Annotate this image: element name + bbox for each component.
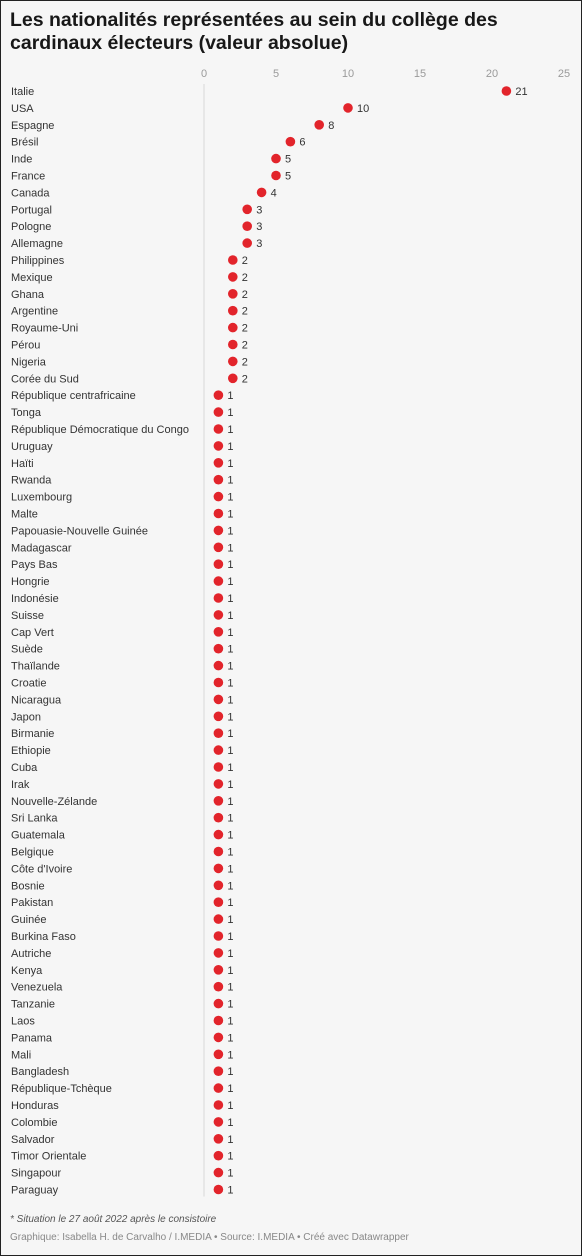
data-dot: [214, 1134, 224, 1144]
data-dot: [214, 712, 224, 722]
category-label: Allemagne: [11, 238, 63, 251]
x-tick-label: 5: [272, 68, 280, 80]
value-label: 2: [241, 288, 248, 301]
data-dot: [214, 509, 224, 519]
data-dot: [228, 340, 238, 350]
x-tick-label: 10: [341, 68, 355, 80]
category-label: Malte: [11, 508, 38, 521]
data-dot: [214, 559, 224, 569]
value-label: 1: [227, 491, 234, 504]
category-label: Birmanie: [11, 728, 55, 741]
value-label: 1: [227, 525, 234, 538]
data-dot: [214, 695, 224, 705]
value-label: 1: [227, 643, 234, 656]
value-label: 2: [241, 373, 248, 386]
data-dot: [502, 86, 512, 96]
value-label: 10: [357, 102, 370, 115]
category-label: Laos: [11, 1015, 35, 1028]
value-label: 1: [227, 1116, 234, 1129]
value-label: 1: [227, 694, 234, 707]
data-dot: [214, 1016, 224, 1026]
category-label: Singapour: [11, 1167, 62, 1180]
category-label: Espagne: [11, 119, 55, 132]
category-label: Inde: [11, 153, 33, 166]
value-label: 21: [515, 86, 528, 98]
data-dot: [214, 830, 224, 840]
chart-title: Les nationalités représentées au sein du collège des cardinaux électeurs (valeur absolue): [10, 9, 498, 54]
category-label: Kenya: [11, 964, 43, 977]
category-label: Guinée: [11, 914, 47, 927]
value-label: 1: [227, 576, 234, 589]
data-dot: [228, 306, 238, 316]
value-label: 1: [227, 593, 234, 605]
category-label: Nigeria: [11, 356, 46, 369]
data-dot: [214, 813, 224, 823]
category-label: Honduras: [11, 1100, 59, 1112]
data-dot: [214, 424, 224, 434]
value-label: 1: [227, 1167, 234, 1180]
category-label: Panama: [11, 1032, 52, 1045]
category-label: Belgique: [11, 846, 54, 859]
data-dot: [228, 272, 238, 282]
data-dot: [214, 458, 224, 468]
category-label: Japon: [11, 711, 41, 724]
category-label: Côte d'Ivoire: [11, 863, 73, 876]
category-label: Madagascar: [11, 542, 72, 555]
value-label: 6: [299, 136, 306, 149]
value-label: 1: [227, 1133, 234, 1146]
data-dot: [214, 593, 224, 603]
data-dot: [214, 543, 224, 553]
value-label: 5: [285, 170, 292, 183]
data-dot: [343, 103, 353, 113]
category-label: Pakistan: [11, 897, 54, 910]
value-label: 1: [227, 728, 234, 741]
value-label: 1: [227, 914, 234, 927]
credit-sep-1: •: [211, 1232, 221, 1243]
value-label: 1: [227, 998, 234, 1011]
data-dot: [214, 407, 224, 417]
data-dot: [214, 576, 224, 586]
value-label: 1: [227, 474, 234, 487]
data-dot: [214, 526, 224, 536]
value-label: 1: [227, 457, 234, 470]
data-dot: [214, 1151, 224, 1161]
data-dot: [214, 475, 224, 485]
data-dot: [214, 1066, 224, 1076]
value-label: 1: [227, 897, 234, 910]
category-label: Salvador: [11, 1133, 55, 1146]
value-label: 1: [227, 947, 234, 960]
category-label: République Démocratique du Congo: [11, 424, 189, 436]
value-label: 2: [241, 339, 248, 352]
data-dot: [242, 205, 252, 215]
category-label: Ethiopie: [11, 745, 51, 758]
value-label: 1: [227, 626, 234, 639]
data-dot: [214, 999, 224, 1009]
category-label: Croatie: [11, 677, 47, 690]
value-label: 1: [227, 660, 234, 673]
data-dot: [214, 796, 224, 806]
category-label: USA: [11, 102, 34, 115]
category-label: Ghana: [11, 288, 45, 301]
value-label: 1: [227, 677, 234, 690]
data-dot: [242, 238, 252, 248]
category-label: Haïti: [11, 457, 34, 470]
category-label: Pays Bas: [11, 559, 58, 572]
data-dot: [242, 221, 252, 231]
data-dot: [228, 255, 238, 265]
category-label: Nicaragua: [11, 694, 62, 707]
category-label: Brésil: [11, 136, 39, 149]
value-label: 1: [227, 880, 234, 893]
data-dot: [214, 864, 224, 874]
category-label: Luxembourg: [11, 491, 73, 504]
category-label: Italie: [11, 86, 35, 98]
data-dot: [214, 982, 224, 992]
credit-sep-2: •: [294, 1232, 304, 1243]
data-dot: [214, 1185, 224, 1195]
value-label: 1: [227, 846, 234, 859]
value-label: 1: [227, 390, 234, 403]
category-label: Mexique: [11, 271, 53, 284]
category-label: Irak: [11, 778, 30, 791]
x-tick-label: 0: [200, 68, 208, 80]
category-label: France: [11, 170, 46, 183]
value-label: 1: [227, 795, 234, 808]
data-dot: [286, 137, 296, 147]
data-dot: [214, 897, 224, 907]
value-label: 3: [256, 238, 263, 251]
category-label: Mali: [11, 1049, 32, 1062]
value-label: 1: [227, 440, 234, 453]
value-label: 1: [227, 1184, 234, 1197]
data-dot: [214, 627, 224, 637]
value-label: 1: [227, 812, 234, 825]
value-label: 1: [227, 964, 234, 977]
value-label: 3: [256, 221, 263, 234]
value-label: 1: [227, 542, 234, 555]
data-dot: [257, 188, 267, 198]
data-dot: [214, 1050, 224, 1060]
value-label: 1: [227, 1150, 234, 1163]
value-label: 1: [227, 1015, 234, 1028]
data-dot: [214, 881, 224, 891]
data-dot: [271, 171, 281, 181]
data-dot: [271, 154, 281, 164]
category-label: Pologne: [11, 221, 52, 234]
value-label: 1: [227, 829, 234, 842]
x-tick-label: 15: [413, 68, 427, 80]
credit-source: Source: I.MEDIA: [220, 1232, 295, 1243]
category-label: Timor Orientale: [11, 1150, 87, 1163]
data-dot: [228, 289, 238, 299]
credit-author: Graphique: Isabella H. de Carvalho / I.MEDIA: [10, 1232, 212, 1243]
data-dot: [214, 1117, 224, 1127]
value-label: 2: [241, 255, 248, 267]
category-label: Cap Vert: [11, 626, 54, 639]
data-dot: [214, 610, 224, 620]
data-dot: [214, 1168, 224, 1178]
category-label: Rwanda: [11, 474, 52, 487]
value-label: 1: [227, 1083, 234, 1096]
data-dot: [214, 661, 224, 671]
data-dot: [214, 931, 224, 941]
value-label: 1: [227, 1049, 234, 1062]
value-label: 1: [227, 745, 234, 758]
data-dot: [214, 1033, 224, 1043]
data-dot: [214, 847, 224, 857]
data-dot: [214, 948, 224, 958]
data-dot: [214, 1083, 224, 1093]
value-label: 1: [227, 762, 234, 774]
value-label: 1: [227, 1066, 234, 1079]
data-dot: [228, 374, 238, 384]
value-label: 1: [227, 863, 234, 876]
data-dot: [214, 762, 224, 772]
value-label: 1: [227, 1100, 234, 1112]
chart-credits: [10, 1232, 409, 1243]
data-dot: [214, 390, 224, 400]
category-label: Bangladesh: [11, 1066, 70, 1079]
data-dot: [214, 492, 224, 502]
value-label: 2: [241, 271, 248, 284]
category-label: Indonésie: [11, 593, 59, 605]
category-label: Bosnie: [11, 880, 45, 893]
data-dot: [214, 965, 224, 975]
data-dot: [214, 441, 224, 451]
category-label: Venezuela: [11, 981, 63, 994]
category-label: République-Tchèque: [11, 1083, 112, 1096]
category-label: Hongrie: [11, 576, 50, 589]
value-label: 1: [227, 407, 234, 420]
category-label: Paraguay: [11, 1184, 59, 1197]
data-dot: [214, 745, 224, 755]
category-label: Thaïlande: [11, 660, 60, 673]
category-label: Tonga: [11, 407, 41, 420]
value-label: 1: [227, 508, 234, 521]
value-label: 3: [256, 204, 263, 217]
value-label: 1: [227, 609, 234, 622]
data-dot: [228, 357, 238, 367]
value-label: 1: [227, 711, 234, 724]
category-label: Sri Lanka: [11, 812, 58, 825]
value-label: 2: [241, 356, 248, 369]
category-label: Tanzanie: [11, 998, 56, 1011]
category-label: Corée du Sud: [11, 373, 79, 386]
value-label: 1: [227, 1032, 234, 1045]
category-label: Nouvelle-Zélande: [11, 795, 98, 808]
category-label: Royaume-Uni: [11, 322, 79, 335]
chart-notes: * Situation le 27 août 2022 après le consistoire: [10, 1214, 217, 1225]
category-label: Suède: [11, 643, 43, 656]
data-dot: [214, 728, 224, 738]
category-label: Colombie: [11, 1116, 58, 1129]
value-label: 4: [270, 187, 277, 200]
value-label: 1: [227, 931, 234, 943]
category-label: Guatemala: [11, 829, 65, 842]
x-tick-label: 20: [485, 68, 499, 80]
value-label: 1: [227, 559, 234, 572]
category-label: Pérou: [11, 339, 41, 352]
data-dot: [214, 779, 224, 789]
data-dot: [214, 1100, 224, 1110]
value-label: 5: [285, 153, 292, 166]
value-label: 8: [328, 119, 335, 132]
data-dot: [228, 323, 238, 333]
value-label: 2: [241, 322, 248, 335]
value-label: 1: [227, 981, 234, 994]
data-dot: [214, 644, 224, 654]
category-label: Philippines: [11, 255, 65, 267]
x-tick-label: 25: [557, 68, 571, 80]
value-label: 1: [227, 424, 234, 436]
data-dot: [314, 120, 324, 130]
data-dot: [214, 678, 224, 688]
category-label: Uruguay: [11, 440, 53, 453]
value-label: 2: [241, 305, 248, 318]
data-dot: [214, 914, 224, 924]
value-label: 1: [227, 778, 234, 791]
category-label: République centrafricaine: [11, 390, 136, 403]
category-label: Burkina Faso: [11, 931, 76, 943]
category-label: Autriche: [11, 947, 52, 960]
category-label: Suisse: [11, 609, 45, 622]
category-label: Portugal: [11, 204, 52, 217]
category-label: Argentine: [11, 305, 59, 318]
credit-tool: Créé avec Datawrapper: [303, 1232, 409, 1243]
category-label: Cuba: [11, 762, 38, 774]
category-label: Canada: [11, 187, 50, 200]
category-label: Papouasie-Nouvelle Guinée: [11, 525, 148, 538]
